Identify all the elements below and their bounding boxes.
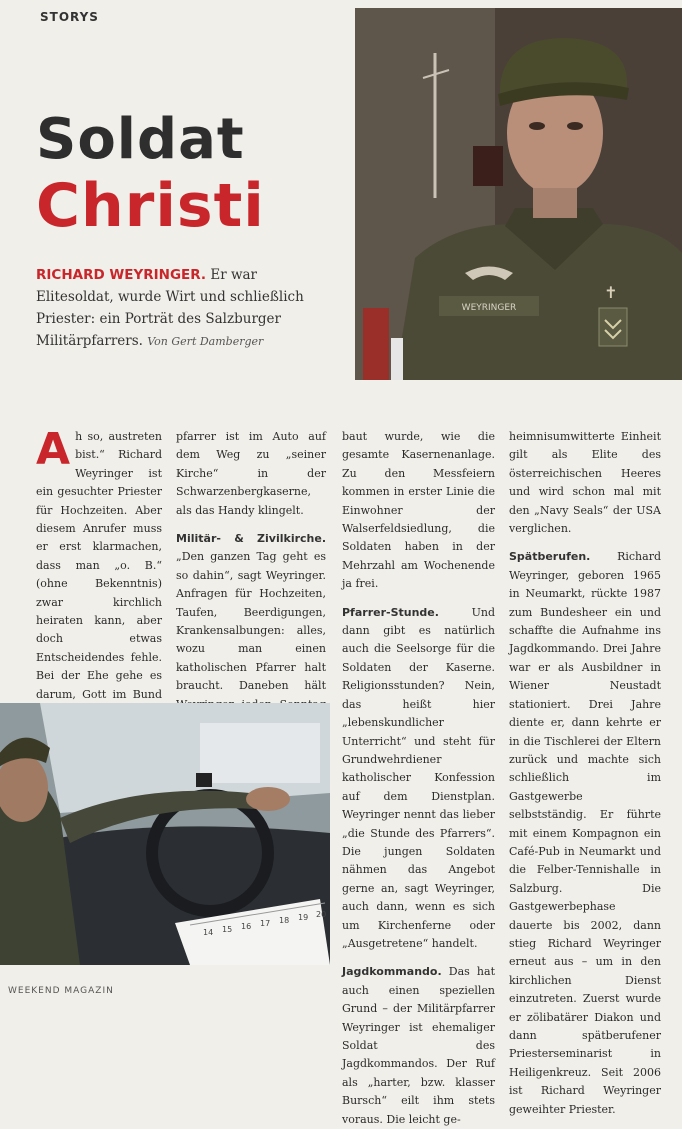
- paragraph: h so, austreten bist.“ Richard Weyringer ist ein gesuchter Priester für Hochzeiten. Aber diesem Anrufer muss er erst klarmachen, dass man „o. B.“ (ohne Bekenntnis) zwar kirchlich heiraten kann, aber doch etwas Entscheidendes fehle. Bei der Ehe gehe es darum, Gott im Bund: [36, 430, 162, 701]
- article-column-4: [509, 428, 661, 1119]
- lead-paragraph: [36, 264, 336, 353]
- paragraph: Das hat auch einen speziellen Grund – der Militärpfarrer Weyringer ist ehemaliger Soldat des Jagdkommandos. Der Ruf als „harter, bzw. klasser Bursch“ eilt ihm stets voraus. Die leicht ge-: [342, 965, 495, 1126]
- subheading: Spätberufen.: [509, 550, 591, 564]
- calendar-day: 14: [203, 928, 214, 937]
- paragraph: pfarrer ist im Auto auf dem Weg zu „seiner Kirche“ in der Schwarzenbergkaserne, als das Handy klingelt.: [176, 430, 326, 517]
- byline: Von Gert Damberger: [147, 335, 264, 348]
- article-column-3: [342, 428, 495, 1129]
- calendar-day: 16: [241, 922, 252, 931]
- paragraph: heimnisumwitterte Einheit gilt als Elite des österreichischen Heeres und wird schon mal mit den „Navy Seals“ der USA verglichen.: [509, 430, 661, 536]
- uniform-nametag: WEYRINGER: [461, 303, 517, 313]
- drop-cap: A: [36, 424, 71, 475]
- calendar-day: 18: [279, 916, 290, 925]
- paragraph: Und dann gibt es natürlich auch die Seelsorge für die Soldaten der Kaserne. Religionsstunden? Nein, das heißt hier „lebenskundlicher Unterricht“ und steht für Grundwehrdiener katholischer Konfession auf dem Dienstplan. Weyringer nennt das lieber „die Stunde des Pfarrers“. Die jungen Soldaten nähmen das Angebot gerne an, sagt Weyringer, auch dann, wenn es sich um Kirchenferne oder „Ausgetretene“ handelt.: [342, 605, 495, 950]
- calendar-day: 20: [316, 910, 327, 919]
- lead-text: Er war Elitesoldat, wurde Wirt und schließlich Priester: ein Porträt des Salzburger Militärpfarrers.: [36, 267, 304, 349]
- portrait-photo: [355, 8, 682, 380]
- section-label: STORYS: [40, 10, 99, 24]
- headline-line2: Christi: [36, 171, 265, 241]
- paragraph: baut wurde, wie die gesamte Kasernenanlage. Zu den Messfeiern kommen in erster Linie die Einwohner der Walserfeldsiedlung, die Soldaten haben in der Mehrzahl am Wochenende ja frei.: [342, 430, 495, 591]
- svg-text:✝: ✝: [604, 283, 618, 302]
- calendar-day: 19: [298, 913, 309, 922]
- portrait-illustration: [355, 8, 682, 380]
- calendar-day: 15: [222, 925, 233, 934]
- subheading: Jagdkommando.: [342, 965, 442, 979]
- headline-line1: Soldat: [36, 107, 245, 172]
- car-illustration: [0, 703, 330, 965]
- paragraph: „Den ganzen Tag geht es so dahin“, sagt Weyringer. Anfragen für Hochzeiten, Taufen, Beerdigungen, Krankensalbungen: alles, wozu man einen katholischen Pfarrer halt braucht. Daneben hält: [176, 550, 326, 693]
- footer-magazine-name: WEEKEND MAGAZIN: [8, 986, 114, 996]
- paragraph: Richard Weyringer, geboren 1965 in Neumarkt, rückte 1987 zum Bundesheer ein und schaffte die Aufnahme ins Jagdkommando. Drei Jahre war er als Ausbildner in Wiener Neustadt stationiert. Drei Jahre diente er, dann kehrte er in die Tischlerei der Eltern zurück und machte sich schließlich im Gastgewerbe selbstständig. Er führte mit einem Kompagnon ein Café-Pub in Neumarkt und die Felber-Tennishalle in Salzburg. Die Gastgewerbephase dauerte bis 2002, dann stieg Richard Weyringer erneut aus – um in den kirchlichen Dienst einzutreten. Zuerst wurde er zölibatärer Diakon und dann spätberufener Priesterseminarist in Heiligenkreuz. Seit 2006 ist Richard Weyringer geweihter Priester.: [509, 550, 661, 1116]
- subheading: Militär- & Zivilkirche.: [176, 532, 326, 546]
- lead-kicker: RICHARD WEYRINGER.: [36, 267, 207, 283]
- calendar-day: 17: [260, 919, 271, 928]
- subheading: Pfarrer-Stunde.: [342, 605, 439, 619]
- car-photo: [0, 703, 330, 965]
